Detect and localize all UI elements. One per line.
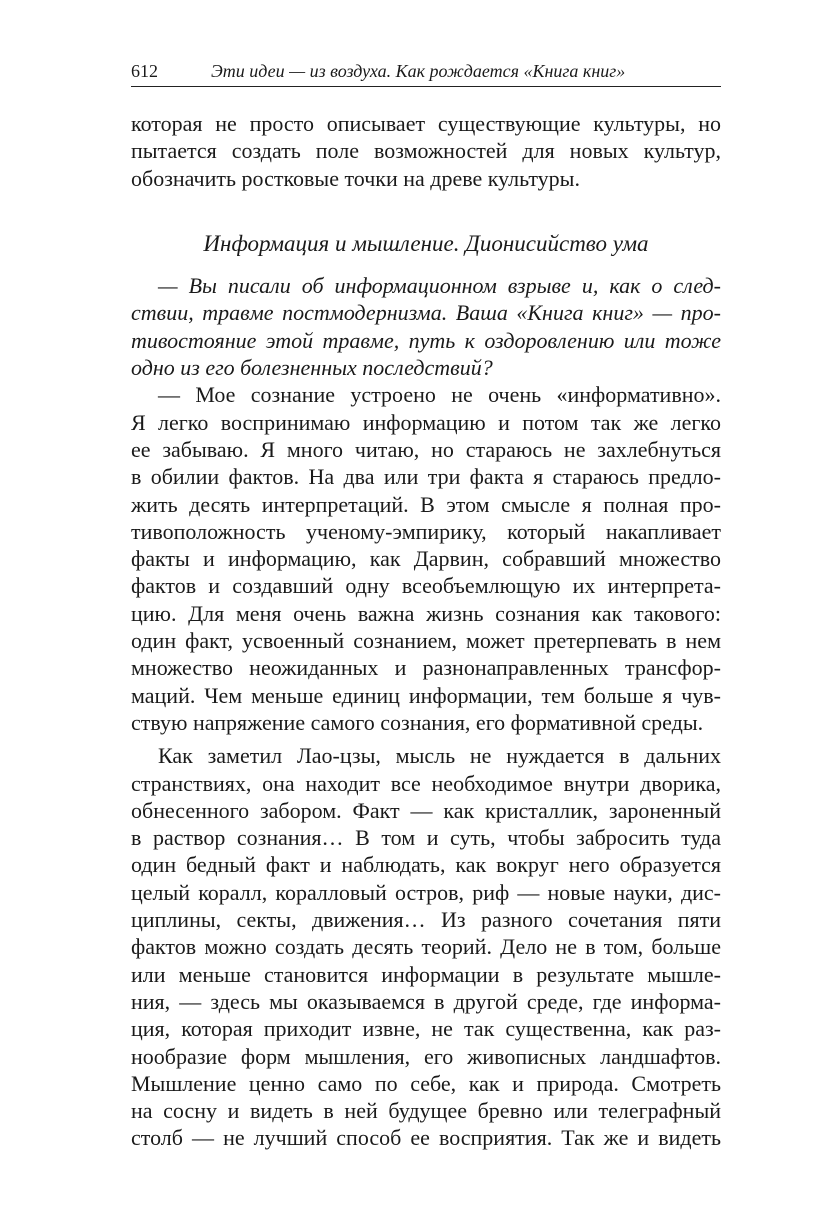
text-line: один факт, усвоенный сознанием, может претерпевать в нем bbox=[131, 628, 721, 654]
text-line: на сосну и видеть в ней будущее бревно или телеграфный bbox=[131, 1098, 721, 1124]
running-head bbox=[131, 60, 721, 87]
text-line: в раствор сознания… В том и суть, чтобы забросить туда bbox=[131, 825, 721, 851]
page-number: 612 bbox=[131, 61, 158, 81]
text-line: ция, которая приходит извне, не так существенна, как раз- bbox=[131, 1016, 721, 1042]
text-line: которая не просто описывает существующие культуры, но bbox=[131, 111, 721, 136]
text-line: циплины, секты, движения… Из разного сочетания пяти bbox=[131, 907, 721, 933]
text-line: целый коралл, коралловый остров, риф — новые науки, дис- bbox=[131, 879, 721, 905]
text-line: столб — не лучший способ ее восприятия. Так же и видеть bbox=[131, 1125, 721, 1151]
text-line: факты и информацию, как Дарвин, собравший множество bbox=[131, 546, 721, 572]
text-line: один бедный факт и наблюдать, как вокруг него образуется bbox=[131, 852, 721, 878]
text-line: тивостояние этой травме, путь к оздоровлению или тоже bbox=[131, 327, 721, 353]
text-line: одно из его болезненных последствий? bbox=[131, 355, 493, 381]
text-line: Я легко воспринимаю информацию и потом так же легко bbox=[131, 409, 721, 435]
answer-paragraph bbox=[131, 381, 721, 736]
text-line: или меньше становится информации в результате мышле- bbox=[131, 961, 721, 987]
running-head-title: Эти идеи — из воздуха. Как рождается «Книга книг» bbox=[211, 61, 626, 81]
text-line: — Вы писали об информационном взрыве и, как о след- bbox=[158, 273, 721, 299]
text-line: в обилии фактов. На два или три факта я стараюсь предло- bbox=[131, 464, 721, 490]
text-line: ее забываю. Я много читаю, но стараюсь не захлебнуться bbox=[131, 436, 721, 462]
text-line: фактов и создавший одну всеобъемлющую их интерпрета- bbox=[131, 573, 721, 599]
text-line: жить десять интерпретаций. В этом смысле я полная про- bbox=[131, 491, 721, 517]
text-line: ствии, травме постмодернизма. Ваша «Книга книг» — про- bbox=[131, 300, 721, 326]
text-line: странствиях, она находит все необходимое внутри дворика, bbox=[131, 770, 721, 796]
text-line: цию. Для меня очень важна жизнь сознания как такового: bbox=[131, 600, 721, 626]
interview-question bbox=[131, 272, 721, 381]
text-line: обозначить ростковые точки на древе культуры. bbox=[131, 165, 580, 191]
section-heading: Информация и мышление. Дионисийство ума bbox=[203, 230, 649, 256]
text-line: ствую напряжение самого сознания, его формативной среды. bbox=[131, 709, 704, 735]
text-line: пытается создать поле возможностей для новых культур, bbox=[131, 138, 721, 164]
intro-paragraph bbox=[131, 110, 721, 192]
text-line: множество неожиданных и разнонаправленных трансфор- bbox=[131, 655, 721, 681]
text-line: тивоположность ученому-эмпирику, который накапливает bbox=[131, 518, 721, 544]
text-line: ния, — здесь мы оказываемся в другой среде, где информа- bbox=[131, 988, 721, 1014]
text-line: — Мое сознание устроено не очень «информативно». bbox=[158, 382, 721, 408]
text-line: Мышление ценно само по себе, как и природа. Смотреть bbox=[131, 1070, 721, 1096]
body-paragraph bbox=[131, 742, 721, 1151]
text-line: нообразие форм мышления, его живописных ландшафтов. bbox=[131, 1043, 721, 1069]
text-line: фактов можно создать десять теорий. Дело не в том, больше bbox=[131, 934, 721, 960]
page-body bbox=[131, 110, 721, 1152]
text-line: маций. Чем меньше единиц информации, тем больше я чув- bbox=[131, 682, 721, 708]
text-line: обнесенного забором. Факт — как кристаллик, зароненный bbox=[131, 797, 721, 823]
text-line: Как заметил Лао-цзы, мысль не нуждается в дальних bbox=[158, 743, 721, 769]
